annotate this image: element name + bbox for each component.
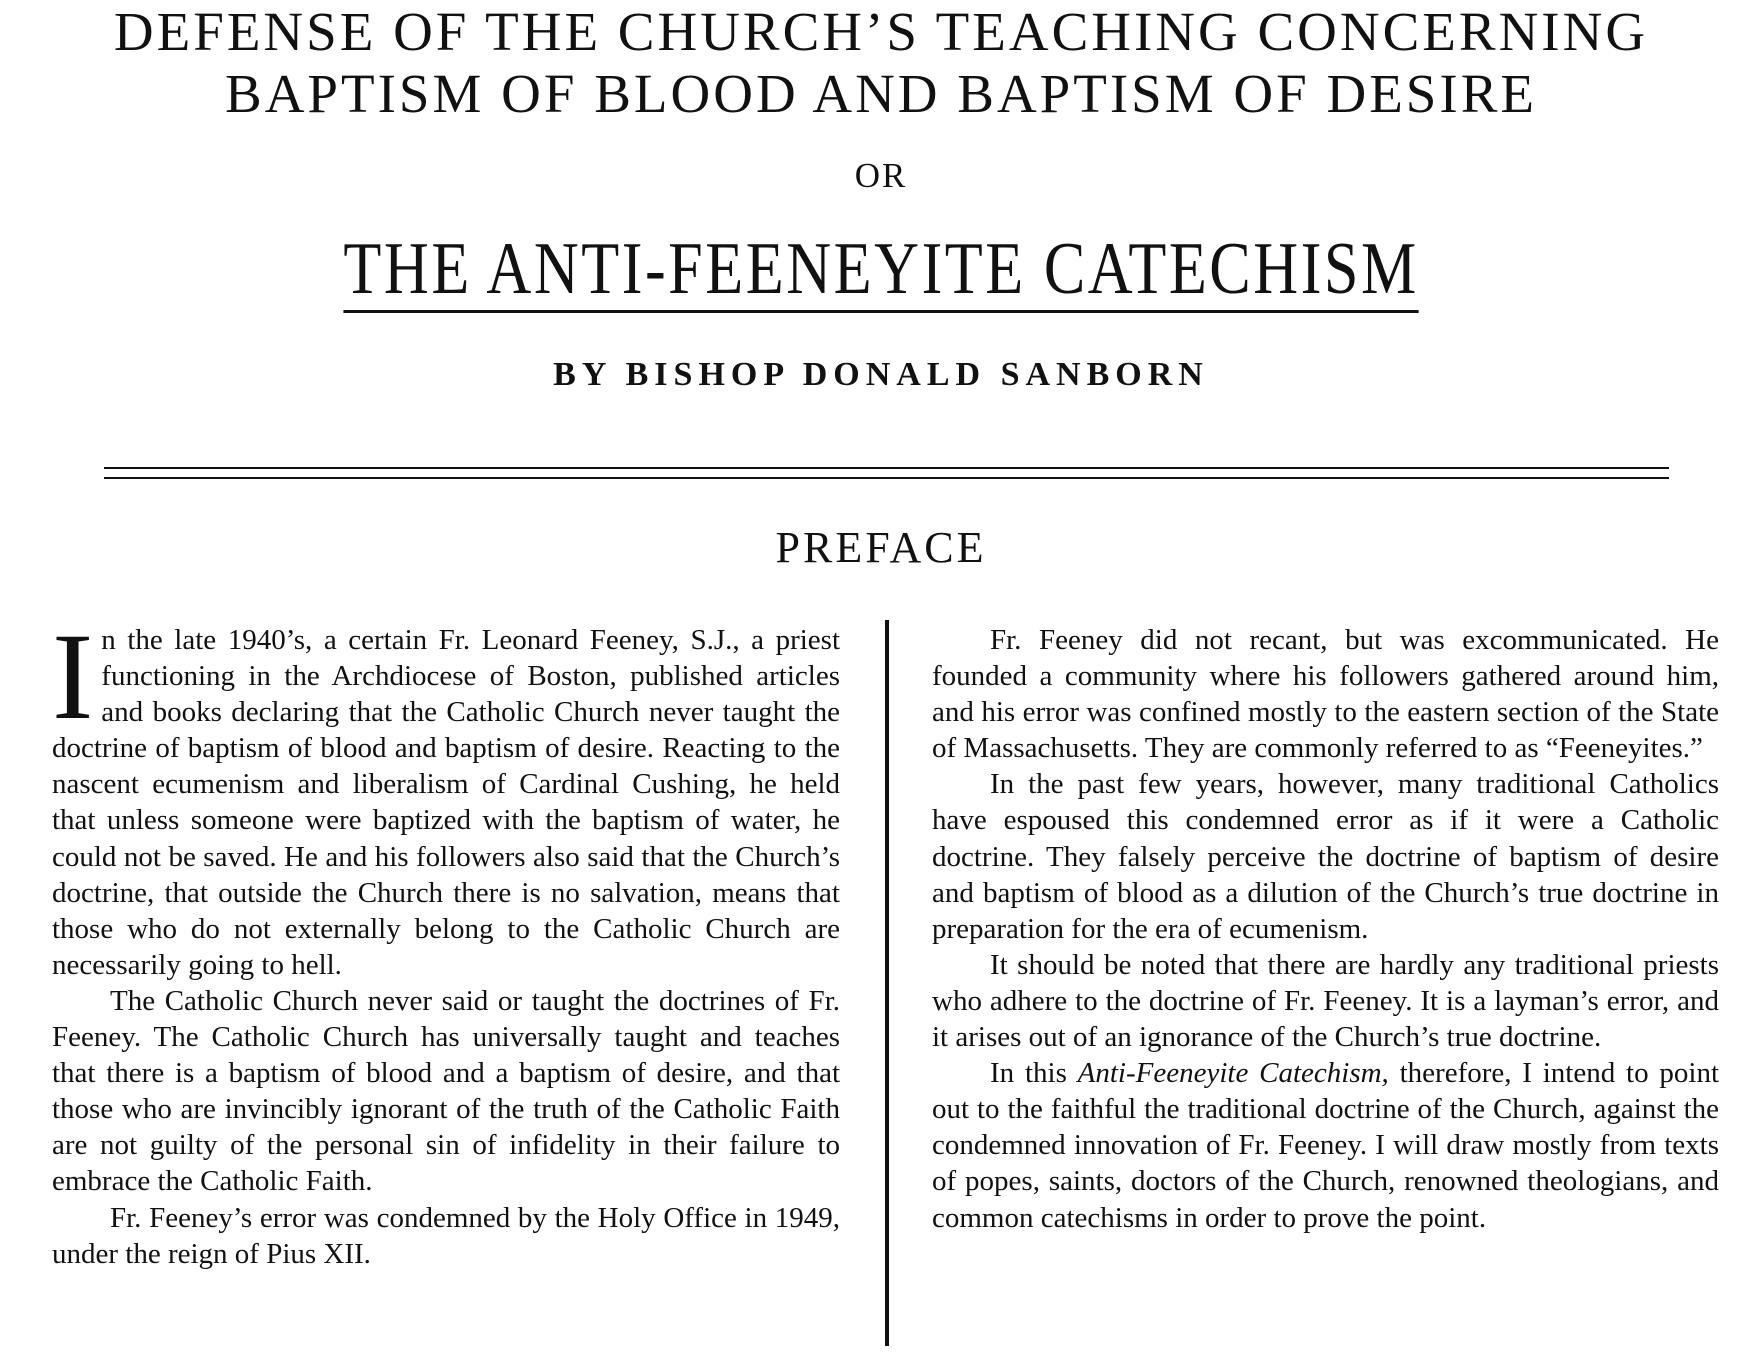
double-rule-top [104,467,1669,469]
subtitle-container [0,228,1762,313]
section-heading: PREFACE [775,523,987,572]
double-rule-bottom [104,477,1669,479]
drop-cap: I [52,608,94,745]
italic-title-reference: Anti-Feeneyite Catechism, [1077,1057,1389,1090]
author-byline: BY BISHOP DONALD SANBORN [553,356,1209,393]
main-title-line-2: BAPTISM OF BLOOD AND BAPTISM OF DESIRE [225,63,1537,124]
main-title-line-1: DEFENSE OF THE CHURCH’S TEACHING CONCERNING [113,1,1649,62]
paragraph: Fr. Feeney’s error was condemned by the Holy Office in 1949, under the reign of Pius XII. [52,1201,840,1270]
title-or-separator: OR [854,156,908,195]
paragraph: The Catholic Church never said or taught the doctrines of Fr. Feeney. The Catholic Church has universally taught and teaches that there is a baptism of blood and a baptism of desire, and that those who are invincibly ignorant of the truth of the Catholic Faith are not guilty of the personal sin of infidelity in their failure to embrace the Catholic Faith. [52,984,840,1198]
paragraph-text: therefore, I intend to point out to the faithful the traditional doctrine of the Church, against the condemned innovation of Fr. Feeney. I will draw mostly from texts of popes, saints, doctors of the Church, renowned theologians, and common catechisms in order to prove the point. [932,1057,1719,1234]
paragraph: Fr. Feeney did not recant, but was excommunicated. He founded a community where his followers gathered around him, and his error was confined mostly to the eastern section of the State of Massachusetts. They are commonly referred to as “Feeneyites.” [932,624,1719,765]
paragraph: In the past few years, however, many traditional Catholics have espoused this condemned error as if it were a Catholic doctrine. They falsely perceive the doctrine of baptism of desire and baptism of blood as a dilution of the Church’s true doctrine in preparation for the era of ecumenism. [932,768,1719,945]
paragraph: It should be noted that there are hardly any traditional priests who adhere to the doctrine of Fr. Feeney. It is a layman’s error, and it arises out of an ignorance of the Church’s true doctrine. [932,948,1719,1054]
column-divider [885,620,889,1346]
paragraph-text: In this [990,1057,1078,1090]
left-column [52,608,840,1272]
subtitle: THE ANTI-FEENEYITE CATECHISM [343,232,1418,313]
right-column [932,622,1719,1236]
paragraph [52,608,840,983]
paragraph-text: n the late 1940’s, a certain Fr. Leonard Feeney, S.J., a priest functioning in the Archdiocese of Boston, published articles and books declaring that the Catholic Church never taught the doctrine of baptism of blood and baptism of desire. Reacting to the nascent ecumenism and liberalism of Cardinal Cushing, he held that unless someone were baptized with the baptism of water, he could not be saved. He and his followers also said that the Church’s doctrine, that outside the Church there is no salvation, means that those who do not externally belong to the Catholic Church are necessarily going to hell. [52,624,840,981]
paragraph [932,1055,1719,1235]
